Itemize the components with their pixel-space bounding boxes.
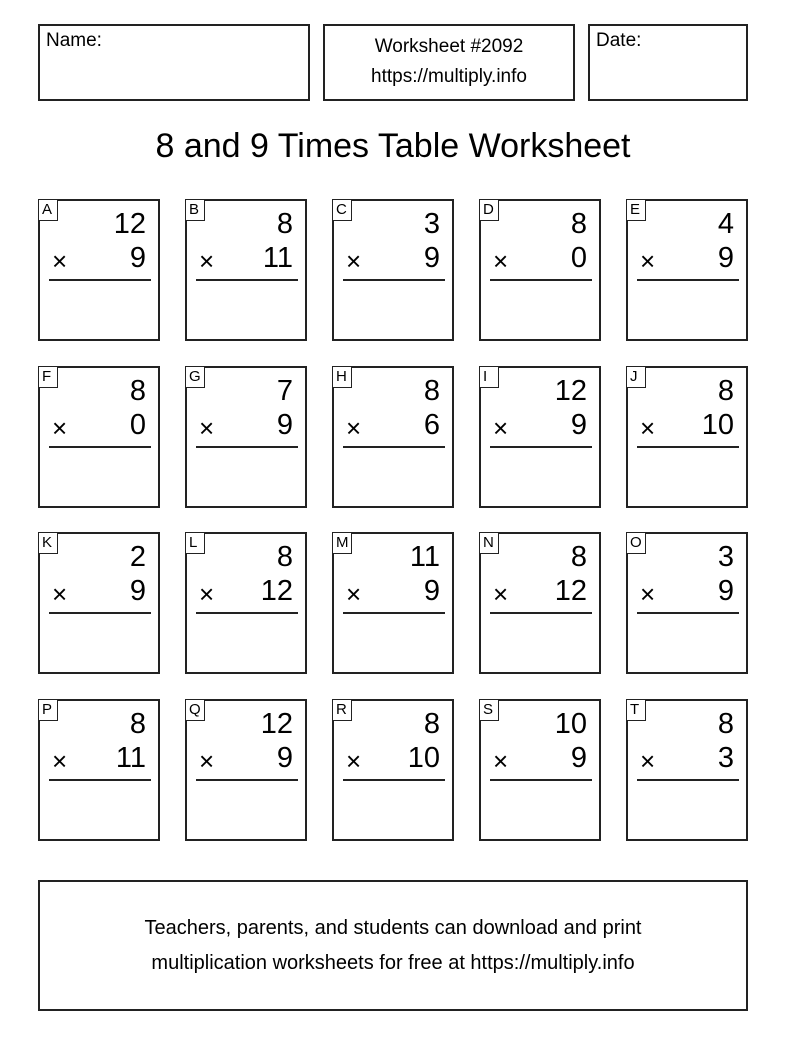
page-title: 8 and 9 Times Table Worksheet bbox=[155, 127, 631, 165]
answer-line bbox=[196, 612, 298, 614]
answer-line bbox=[637, 279, 739, 281]
multiplier: 3 bbox=[717, 742, 734, 774]
worksheet-url: https://multiply.info bbox=[371, 66, 527, 87]
times-sign: × bbox=[493, 246, 509, 276]
problem-cell bbox=[626, 366, 748, 508]
multiplicand: 8 bbox=[423, 375, 440, 407]
problem-cell bbox=[38, 199, 160, 341]
problem-cell bbox=[38, 532, 160, 674]
multiplicand: 4 bbox=[717, 208, 734, 240]
answer-line bbox=[49, 612, 151, 614]
footer-box bbox=[38, 880, 748, 1011]
footer-line-1: Teachers, parents, and students can download and print bbox=[144, 917, 642, 939]
multiplicand: 10 bbox=[554, 708, 587, 740]
date-label: Date: bbox=[596, 30, 642, 51]
multiplier: 9 bbox=[423, 575, 440, 607]
times-sign: × bbox=[52, 246, 68, 276]
multiplicand: 8 bbox=[717, 375, 734, 407]
problem-letter: H bbox=[332, 366, 352, 388]
answer-line bbox=[343, 279, 445, 281]
problem-letter: Q bbox=[185, 699, 205, 721]
problem-letter: T bbox=[626, 699, 646, 721]
times-sign: × bbox=[52, 746, 68, 776]
problem-letter: F bbox=[38, 366, 58, 388]
answer-line bbox=[637, 612, 739, 614]
footer-line-2: multiplication worksheets for free at https://multiply.info bbox=[151, 952, 635, 974]
answer-line bbox=[196, 279, 298, 281]
multiplicand: 8 bbox=[423, 708, 440, 740]
multiplier: 10 bbox=[701, 409, 734, 441]
answer-line bbox=[343, 612, 445, 614]
problem-letter: A bbox=[38, 199, 58, 221]
times-sign: × bbox=[640, 413, 656, 443]
worksheet-number: Worksheet #2092 bbox=[374, 36, 524, 57]
times-sign: × bbox=[199, 579, 215, 609]
name-label: Name: bbox=[46, 30, 102, 51]
multiplicand: 3 bbox=[717, 541, 734, 573]
multiplicand: 8 bbox=[276, 541, 293, 573]
problem-cell bbox=[332, 699, 454, 841]
answer-line bbox=[490, 612, 592, 614]
problem-letter: D bbox=[479, 199, 499, 221]
multiplier: 6 bbox=[423, 409, 440, 441]
multiplier: 9 bbox=[129, 575, 146, 607]
times-sign: × bbox=[52, 413, 68, 443]
problem-letter: G bbox=[185, 366, 205, 388]
answer-line bbox=[343, 779, 445, 781]
times-sign: × bbox=[346, 579, 362, 609]
multiplicand: 12 bbox=[113, 208, 146, 240]
multiplier: 12 bbox=[260, 575, 293, 607]
answer-line bbox=[490, 779, 592, 781]
problem-letter: P bbox=[38, 699, 58, 721]
multiplicand: 11 bbox=[409, 541, 440, 573]
times-sign: × bbox=[640, 746, 656, 776]
times-sign: × bbox=[199, 246, 215, 276]
problem-cell bbox=[479, 199, 601, 341]
answer-line bbox=[196, 446, 298, 448]
answer-line bbox=[49, 779, 151, 781]
multiplier: 10 bbox=[407, 742, 440, 774]
times-sign: × bbox=[346, 413, 362, 443]
times-sign: × bbox=[199, 746, 215, 776]
multiplier: 11 bbox=[115, 742, 146, 774]
problem-letter: I bbox=[479, 366, 499, 388]
multiplier: 9 bbox=[129, 242, 146, 274]
problem-cell bbox=[332, 532, 454, 674]
multiplier: 9 bbox=[717, 242, 734, 274]
multiplicand: 12 bbox=[260, 708, 293, 740]
multiplier: 9 bbox=[570, 742, 587, 774]
multiplicand: 7 bbox=[276, 375, 293, 407]
multiplicand: 12 bbox=[554, 375, 587, 407]
multiplicand: 8 bbox=[717, 708, 734, 740]
problem-letter: J bbox=[626, 366, 646, 388]
problem-letter: E bbox=[626, 199, 646, 221]
problem-letter: C bbox=[332, 199, 352, 221]
multiplier: 12 bbox=[554, 575, 587, 607]
problem-cell bbox=[38, 366, 160, 508]
times-sign: × bbox=[493, 579, 509, 609]
answer-line bbox=[49, 279, 151, 281]
answer-line bbox=[637, 446, 739, 448]
multiplier: 0 bbox=[129, 409, 146, 441]
multiplier: 9 bbox=[276, 409, 293, 441]
problem-cell bbox=[479, 699, 601, 841]
multiplicand: 2 bbox=[129, 541, 146, 573]
multiplier: 9 bbox=[570, 409, 587, 441]
answer-line bbox=[490, 279, 592, 281]
answer-line bbox=[343, 446, 445, 448]
problem-cell bbox=[185, 699, 307, 841]
multiplicand: 8 bbox=[570, 208, 587, 240]
times-sign: × bbox=[52, 579, 68, 609]
times-sign: × bbox=[493, 746, 509, 776]
problem-cell bbox=[185, 532, 307, 674]
multiplicand: 8 bbox=[129, 375, 146, 407]
times-sign: × bbox=[199, 413, 215, 443]
times-sign: × bbox=[493, 413, 509, 443]
problem-cell bbox=[626, 532, 748, 674]
problem-cell bbox=[626, 199, 748, 341]
problem-cell bbox=[185, 199, 307, 341]
times-sign: × bbox=[346, 246, 362, 276]
multiplier: 9 bbox=[717, 575, 734, 607]
problem-letter: S bbox=[479, 699, 499, 721]
problem-letter: L bbox=[185, 532, 205, 554]
multiplicand: 8 bbox=[129, 708, 146, 740]
problem-cell bbox=[185, 366, 307, 508]
times-sign: × bbox=[346, 746, 362, 776]
multiplicand: 8 bbox=[570, 541, 587, 573]
problem-cell bbox=[626, 699, 748, 841]
times-sign: × bbox=[640, 579, 656, 609]
answer-line bbox=[49, 446, 151, 448]
answer-line bbox=[637, 779, 739, 781]
problem-cell bbox=[332, 366, 454, 508]
multiplier: 9 bbox=[276, 742, 293, 774]
problem-letter: B bbox=[185, 199, 205, 221]
multiplicand: 8 bbox=[276, 208, 293, 240]
problem-cell bbox=[38, 699, 160, 841]
problem-letter: M bbox=[332, 532, 352, 554]
problem-letter: N bbox=[479, 532, 499, 554]
answer-line bbox=[490, 446, 592, 448]
problem-letter: R bbox=[332, 699, 352, 721]
problem-cell bbox=[332, 199, 454, 341]
problem-cell bbox=[479, 366, 601, 508]
times-sign: × bbox=[640, 246, 656, 276]
multiplier: 11 bbox=[262, 242, 293, 274]
multiplier: 9 bbox=[423, 242, 440, 274]
answer-line bbox=[196, 779, 298, 781]
multiplicand: 3 bbox=[423, 208, 440, 240]
multiplier: 0 bbox=[570, 242, 587, 274]
problem-cell bbox=[479, 532, 601, 674]
problem-letter: K bbox=[38, 532, 58, 554]
problem-letter: O bbox=[626, 532, 646, 554]
